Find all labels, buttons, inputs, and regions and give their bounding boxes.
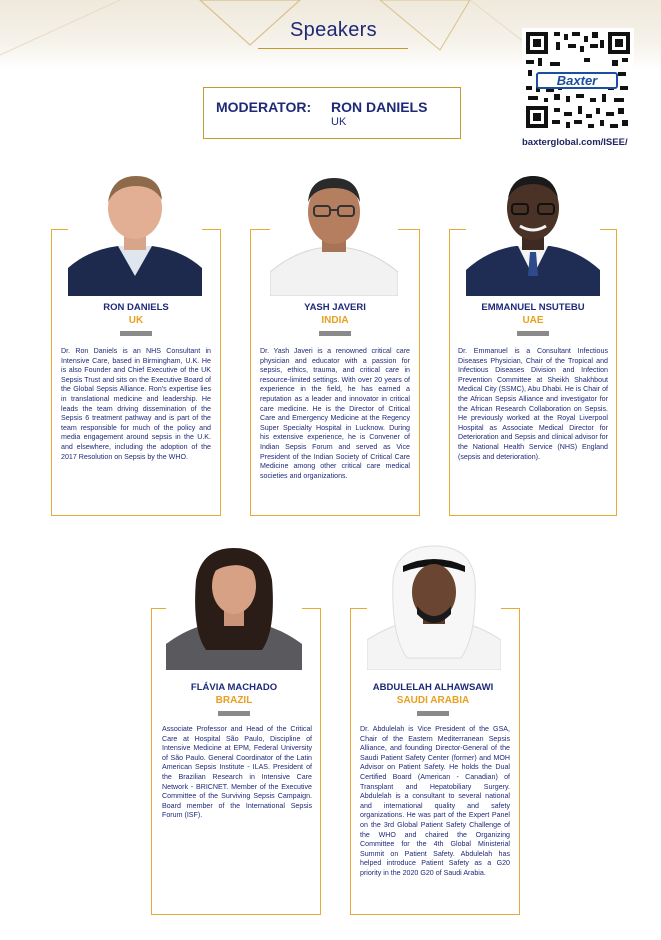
speaker-bio: Dr. Emmanuel is a Consultant Infectious Diseases Physician, Chair of the Tropical and Infectious Diseases Division and Infection Prevention Committee at Sheikh Shakhbout Medical City (SSMC), Abu Dhabi. He is Chair of the African Sepsis Alliance and investigator for the African Research Collaboration on Sepsis. He previously worked at the Royal Liverpool Hospital as Associate Medical Director for Deterioration and Sepsis and clinical advisor for the National Health Service (NHS) England (sepsis and deterioration). [458,347,608,461]
speaker-bio: Associate Professor and Head of the Critical Care at Hospital São Paulo, Discipline of Intensive Medicine at EPM, Federal University of São Paulo. General Coordinator of the Latin American Sepsis Institute - ILAS. President of the Brazilian Research in Intensive Care Network - BRICNET. Member of the Executive Committee of the Surviving Sepsis Campaign. Board member of the International Sepsis Forum (ISF). [162,725,312,820]
speaker-photo-abdulelah-alhawsawi [367,540,501,670]
moderator-label: MODERATOR: [216,99,312,115]
speaker-photo-ron-daniels [68,168,202,296]
title-rule [258,48,408,49]
moderator-box [203,87,461,139]
page-title: Speakers [290,19,377,41]
speaker-name: YASH JAVERI [304,302,366,313]
speaker-divider [218,711,250,716]
speaker-name: FLÁVIA MACHADO [190,682,278,693]
speaker-divider [517,331,549,336]
speaker-divider [120,331,152,336]
speaker-name: ABDULELAH ALHAWSAWI [372,682,494,693]
speaker-country: UK [128,315,144,326]
speaker-bio: Dr. Ron Daniels is an NHS Consultant in Intensive Care, based in Birmingham, U.K. He is also Founder and Chief Executive of the UK Sepsis Trust and sits on the Executive Board of the Global Sepsis Alliance. Ron's expertise lies in translational medicine and leadership. He leads the team driving dissemination of the Sepsis 6 treatment pathway and is part of the team responsible for much of the policy and media engagement around sepsis in the U.K. and elsewhere, including the adoption of the 2017 Resolution on Sepsis by the WHO. [61,347,211,461]
speaker-photo-yash-javeri [270,168,398,296]
speaker-country: INDIA [321,315,349,326]
speaker-photo-flavia-machado [166,540,302,670]
speaker-bio: Dr. Yash Javeri is a renowned critical care physician and educator with a passion for sepsis, ethics, trauma, and critical care in resource-limited settings. With over 20 years of experience in the field, he has earned a reputation as a leader and innovator in critical care medicine. He is the Director of Critical Care and Emergency Medicine at the Regency Super Specialty Hospital in Lucknow. During his extensive experience, he is Convener of Indian Sepsis Forum and served as Vice President of the Indian Society of Critical Care Medicine among other critical care medical societies and organizations. [260,347,410,480]
speaker-name: EMMANUEL NSUTEBU [481,302,585,313]
speaker-photo-emmanuel-nsutebu [466,168,600,296]
speaker-bio: Dr. Abdulelah is Vice President of the GSA, Chair of the Eastern Mediterranean Sepsis Alliance, and founding Director-General of the Saudi Patient Safety Center (former) and MOH Advisor on Patient Safety. He holds the Dual Certified Board (American - Canadian) of Transplant and Hepatobiliary Surgery. Abdulelah is a consultant to several national and international quality and safety organizations. He was part of the Expert Panel on the 3rd Global Patient Safety Challenge of the WHO and chaired the Organizing Committee for the 4th Global Ministerial Summit on Patient Safety. Abdulelah has helped introduce Patient Safety as a G20 priority in the 2020 G20 of Saudi Arabia. [360,725,510,877]
speaker-country: SAUDI ARABIA [396,695,470,706]
moderator-country: UK [331,116,347,128]
qr-url[interactable]: baxterglobal.com/ISEE/ [522,137,628,148]
speaker-country: UAE [522,315,544,326]
speaker-divider [417,711,449,716]
brand-logo-text: Baxter [556,73,598,88]
baxter-logo [536,72,618,89]
speaker-country: BRAZIL [215,695,253,706]
speaker-divider [319,331,351,336]
speaker-name: RON DANIELS [103,302,169,313]
moderator-name: RON DANIELS [331,99,428,115]
